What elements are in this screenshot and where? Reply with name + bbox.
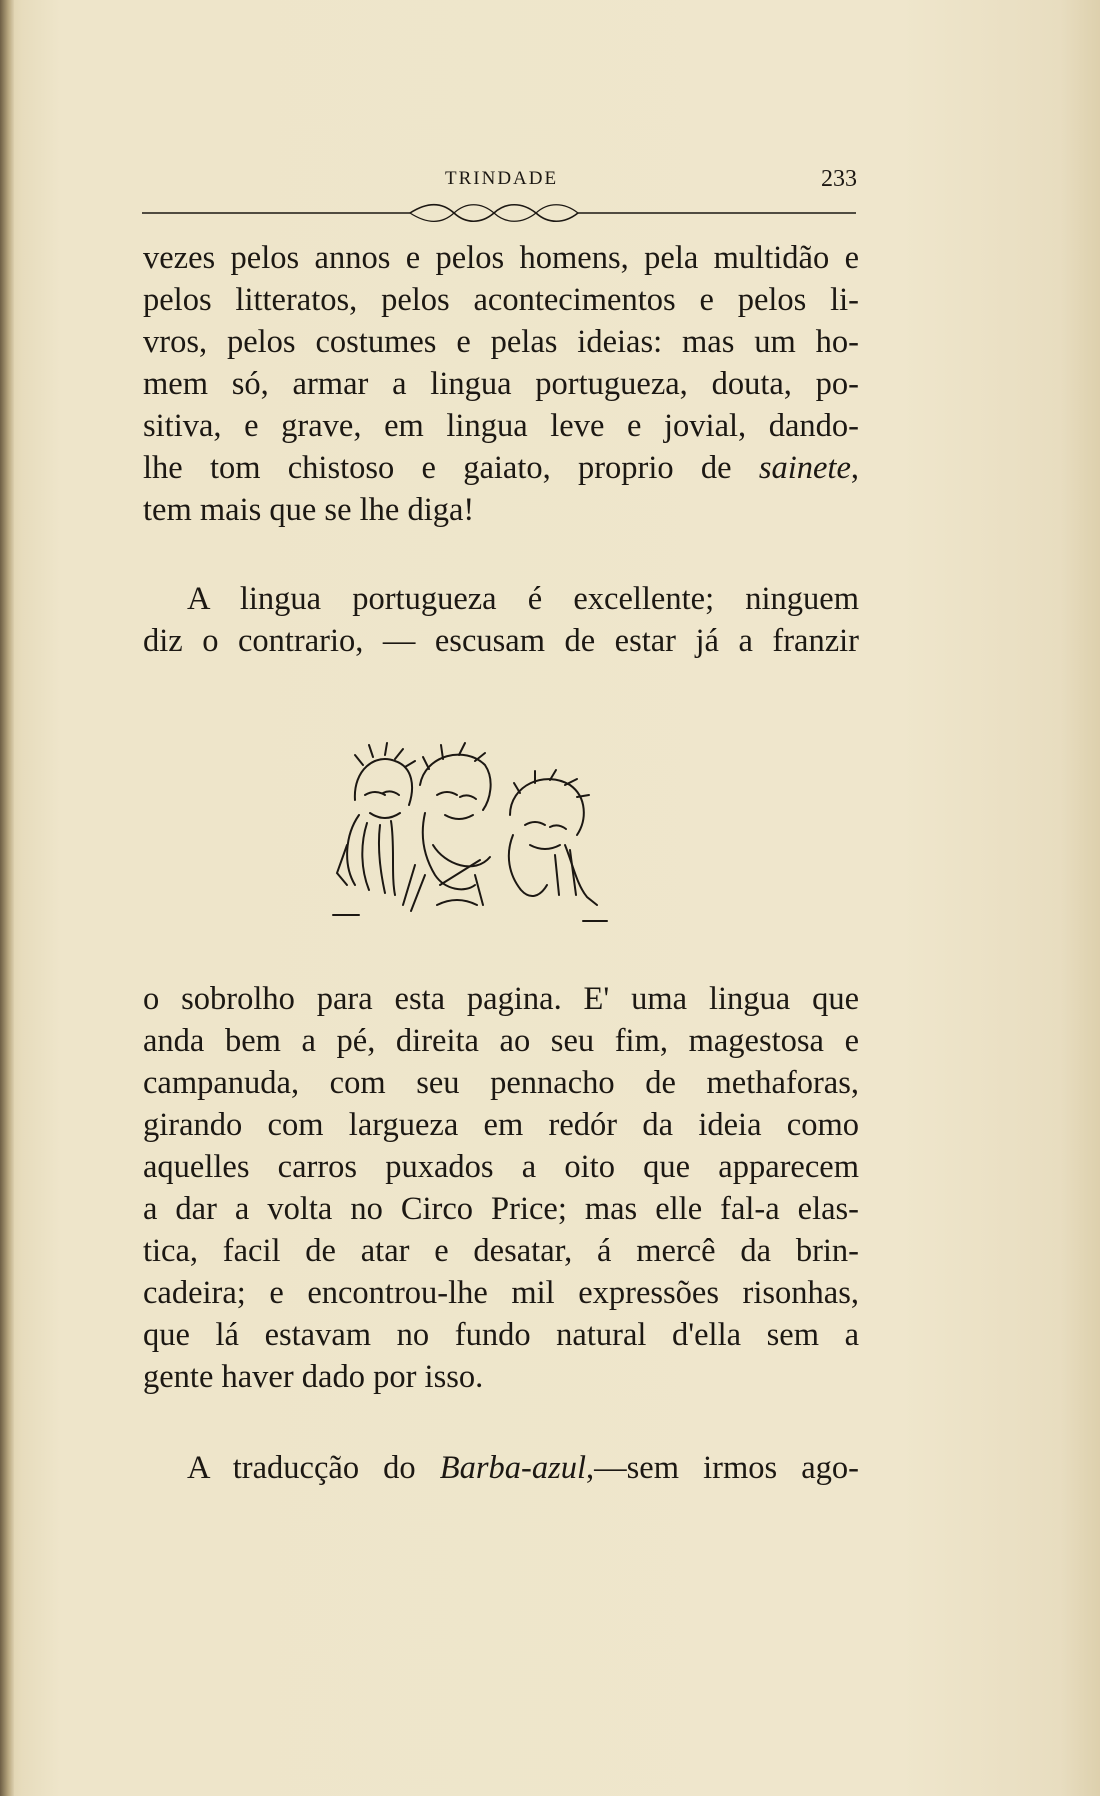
- text-line: mem só, armar a lingua portugueza, douta, po-: [143, 366, 859, 402]
- caricature-illustration: [325, 725, 680, 925]
- text-line: pelos litteratos, pelos acontecimentos e pelos li-: [143, 282, 859, 318]
- ornamental-rule: [142, 198, 856, 234]
- paragraph-1: [143, 237, 859, 531]
- text-line: sitiva, e grave, em lingua leve e jovial, dando-: [143, 408, 859, 444]
- text-line: girando com largueza em redór da ideia como: [143, 1107, 859, 1143]
- text-line: campanuda, com seu pennacho de methaforas,: [143, 1065, 859, 1101]
- text-line: tem mais que se lhe diga!: [143, 492, 475, 528]
- italic-title: Barba-azul: [439, 1450, 587, 1486]
- text-line: vezes pelos annos e pelos homens, pela multidão e: [143, 240, 859, 276]
- text-line-with-italic: [143, 447, 859, 489]
- paragraph-2: [143, 578, 859, 662]
- text-line: cadeira; e encontrou-lhe mil expressões risonhas,: [143, 1275, 859, 1311]
- text-line: anda bem a pé, direita ao seu fim, magestosa e: [143, 1023, 859, 1059]
- paragraph-4: [143, 1447, 859, 1489]
- running-header: [145, 168, 857, 194]
- italic-word: sainete: [758, 450, 851, 486]
- text-line: aquelles carros puxados a oito que apparecem: [143, 1149, 859, 1185]
- text-line: gente haver dado por isso.: [143, 1359, 484, 1395]
- text-line: tica, facil de atar e desatar, á mercê da brin-: [143, 1233, 859, 1269]
- text-segment: lhe tom chistoso e gaiato, proprio de: [143, 450, 759, 486]
- text-line: que lá estavam no fundo natural d'ella sem a: [143, 1317, 859, 1353]
- page-binding-edge: [0, 0, 14, 1796]
- text-line: a dar a volta no Circo Price; mas elle fal-a elas-: [143, 1191, 859, 1227]
- text-segment: A traducção do: [187, 1450, 440, 1486]
- text-line: o sobrolho para esta pagina. E' uma lingua que: [143, 981, 859, 1017]
- text-line-with-italic: [143, 1447, 859, 1489]
- text-line: diz o contrario, — escusam de estar já a franzir: [143, 623, 859, 659]
- paragraph-3: [143, 978, 859, 1398]
- running-title: TRINDADE: [445, 168, 559, 189]
- text-line: vros, pelos costumes e pelas ideias: mas um ho-: [143, 324, 859, 360]
- right-figure-sketch: [509, 770, 607, 921]
- text-segment: ,: [850, 450, 859, 486]
- page-number: 233: [821, 166, 857, 192]
- left-figure-sketch: [333, 743, 415, 915]
- text-segment: ,—sem irmos ago-: [586, 1450, 859, 1486]
- middle-figure-sketch: [403, 743, 491, 911]
- text-line: A lingua portugueza é excellente; ninguem: [187, 581, 859, 617]
